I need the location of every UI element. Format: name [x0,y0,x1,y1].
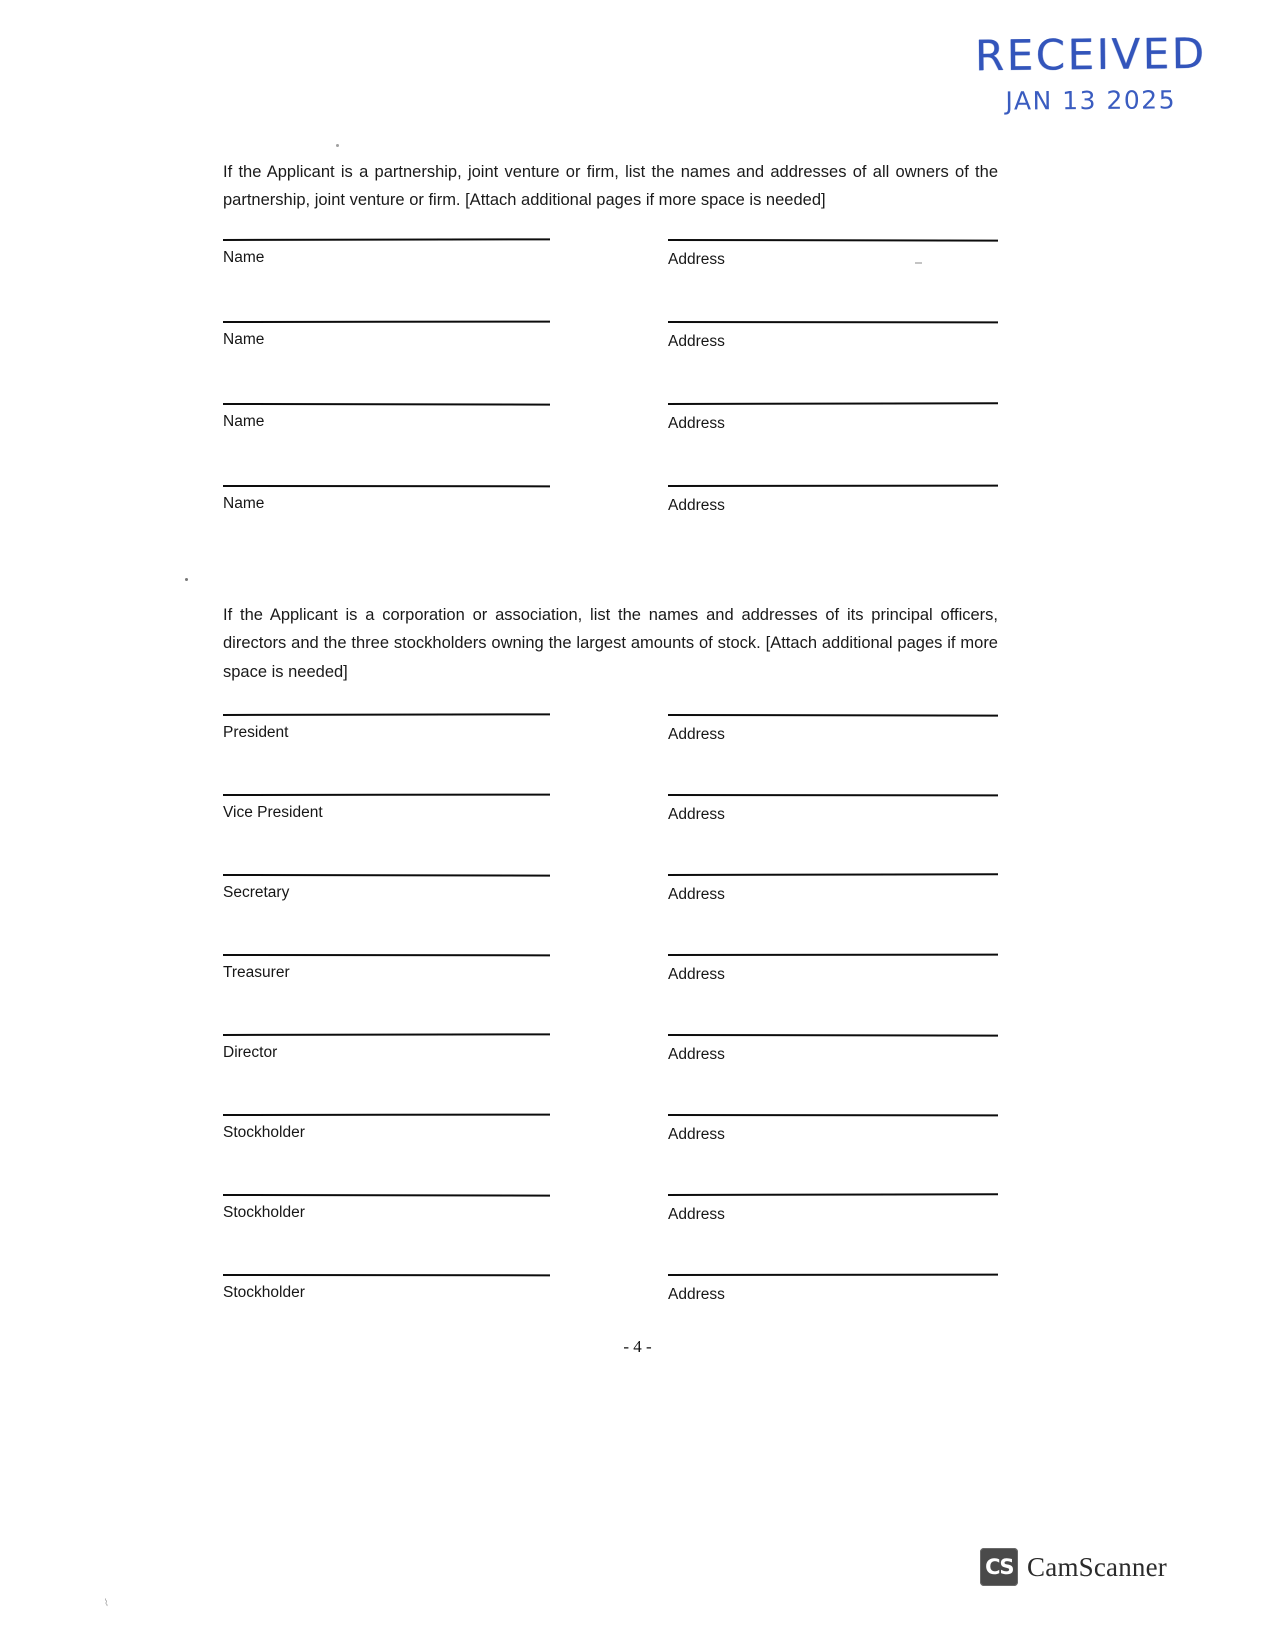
owner-name-field[interactable] [223,321,550,403]
officer-row [223,954,998,1034]
write-line[interactable] [223,403,550,406]
received-stamp-label: RECEIVED [975,28,1208,81]
officer-row [223,1034,998,1114]
field-label: Address [668,414,725,432]
document-body [223,0,998,1354]
stockholder-field[interactable] [223,1194,550,1274]
field-label: Vice President [223,803,323,821]
field-label: Secretary [223,883,290,901]
owner-row [223,485,998,567]
write-line[interactable] [668,714,998,717]
field-label: Address [668,885,725,903]
write-line[interactable] [668,484,998,486]
write-line[interactable] [668,1273,998,1275]
officer-secretary-field[interactable] [223,874,550,954]
owner-row [223,321,998,403]
write-line[interactable] [223,1274,550,1276]
write-line[interactable] [223,238,550,241]
field-label: Address [668,1205,725,1223]
write-line[interactable] [668,1114,998,1116]
officer-row [223,794,998,874]
write-line[interactable] [223,485,550,487]
write-line[interactable] [668,1034,998,1037]
officer-treasurer-field[interactable] [223,954,550,1034]
field-label: Stockholder [223,1203,305,1221]
write-line[interactable] [223,1113,550,1115]
officer-director-field[interactable] [223,1034,550,1114]
field-label: Address [668,965,725,983]
stockholder-field[interactable] [223,1114,550,1194]
field-label: Address [668,496,725,514]
field-label: Address [668,805,725,823]
officer-vice-president-address-field[interactable] [668,794,998,874]
write-line[interactable] [668,953,998,955]
field-label: Name [223,412,265,430]
officer-president-address-field[interactable] [668,714,998,794]
write-line[interactable] [223,874,550,877]
officer-secretary-address-field[interactable] [668,874,998,954]
write-line[interactable] [223,954,550,956]
field-label: Address [668,1045,725,1063]
owner-row [223,239,998,321]
officer-vice-president-field[interactable] [223,794,550,874]
stockholder-address-field[interactable] [668,1194,998,1274]
field-label: Address [668,1285,725,1303]
field-label: Stockholder [223,1123,305,1141]
field-label: President [223,723,289,741]
field-label: Name [223,330,265,348]
owners-fields-group [223,239,998,567]
field-label: Address [668,725,725,743]
officer-row [223,714,998,794]
write-line[interactable] [223,713,550,716]
camscanner-watermark [980,1548,1167,1586]
officer-row [223,874,998,954]
officers-fields-group [223,714,998,1354]
write-line[interactable] [668,1193,998,1196]
write-line[interactable] [223,320,550,322]
field-label: Treasurer [223,963,290,981]
field-label: Address [668,332,725,350]
stockholder-address-field[interactable] [668,1114,998,1194]
received-stamp [975,28,1208,116]
field-label: Name [223,494,265,512]
camscanner-brand-label: CamScanner [1027,1551,1167,1582]
corporation-instruction-paragraph: If the Applicant is a corporation or association, list the names and addresses of its principal officers, directors and the three stockholders owning the largest amounts of stock. [Attach additional pages if more space is needed] [223,605,998,681]
partnership-instruction-paragraph: If the Applicant is a partnership, joint venture or firm, list the names and addresses of all owners of the partnership, joint venture or firm. [Attach additional pages if more space is needed] [223,163,998,210]
owner-name-field[interactable] [223,485,550,567]
field-label: Address [668,1125,725,1143]
field-label: Address [668,250,725,268]
owner-name-field[interactable] [223,403,550,485]
scan-speck [185,578,188,581]
field-label: Name [223,248,265,266]
field-label: Stockholder [223,1283,305,1301]
owner-row [223,403,998,485]
camscanner-logo-icon: CS [980,1548,1018,1586]
write-line[interactable] [223,1194,550,1197]
write-line[interactable] [668,321,998,323]
officer-director-address-field[interactable] [668,1034,998,1114]
field-label: Director [223,1043,278,1061]
owner-address-field[interactable] [668,485,998,567]
write-line[interactable] [668,794,998,796]
officer-president-field[interactable] [223,714,550,794]
page-number: - 4 - [623,1337,652,1356]
scan-artifact: ⌇ [103,1597,110,1610]
owner-name-field[interactable] [223,239,550,321]
officer-treasurer-address-field[interactable] [668,954,998,1034]
stockholder-row [223,1114,998,1194]
owner-address-field[interactable] [668,321,998,403]
owner-address-field[interactable] [668,403,998,485]
received-stamp-date: JAN 13 2025 [1005,85,1177,116]
write-line[interactable] [223,793,550,795]
write-line[interactable] [668,402,998,405]
write-line[interactable] [668,873,998,876]
stockholder-row [223,1194,998,1274]
write-line[interactable] [223,1033,550,1036]
owner-address-field[interactable] [668,239,998,321]
write-line[interactable] [668,239,998,242]
